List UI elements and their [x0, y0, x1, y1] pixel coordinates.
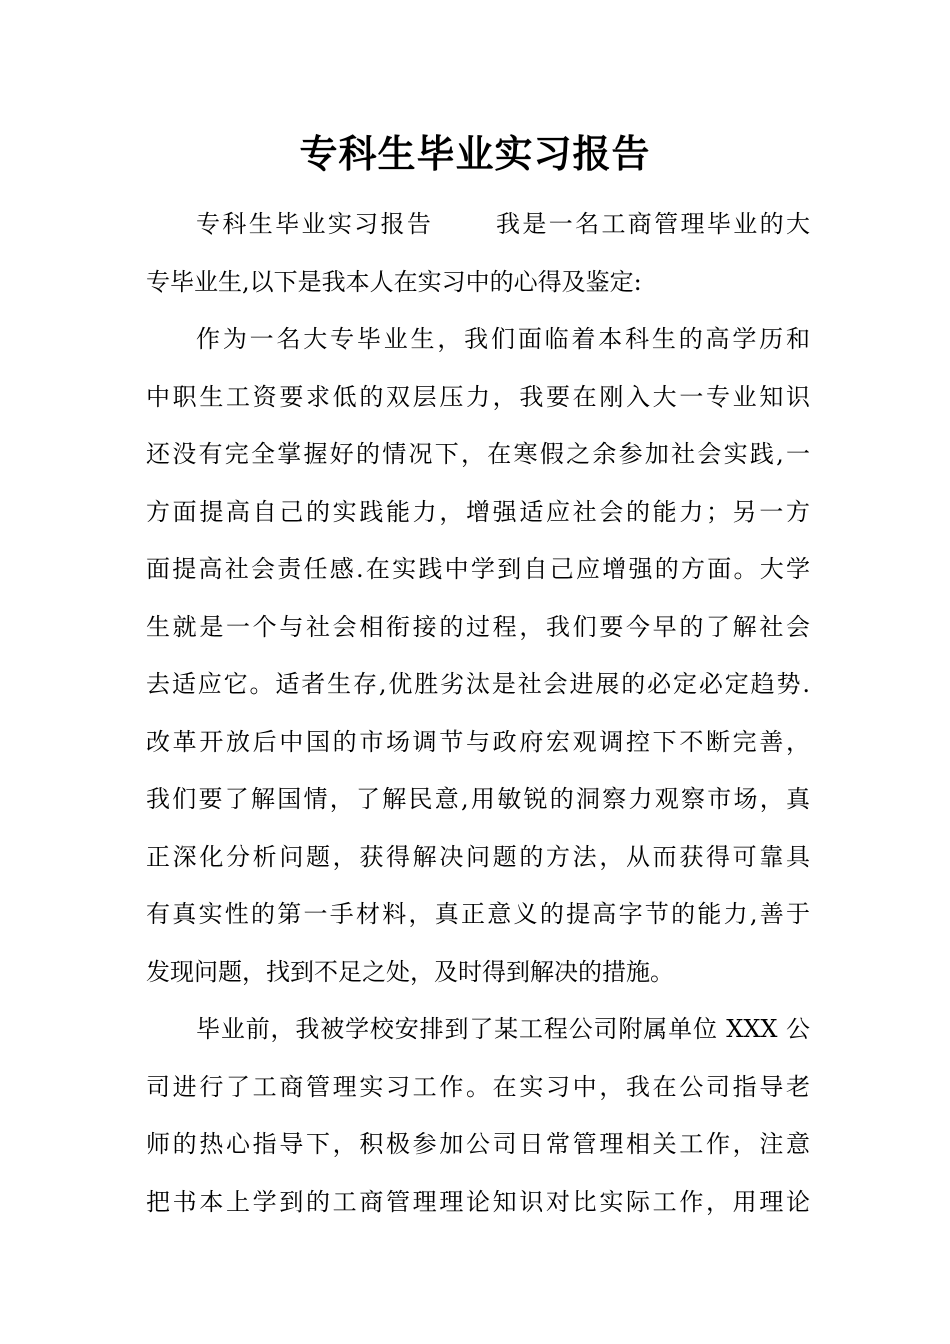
- paragraph-2-line-11: 有真实性的第一手材料，真正意义的提高字节的能力,善于: [146, 900, 810, 928]
- paragraph-1-line-2: 专毕业生,以下是我本人在实习中的心得及鉴定:: [146, 267, 642, 296]
- document-title: 专科生毕业实习报告: [299, 131, 651, 176]
- paragraph-2-line-4: 方面提高自己的实践能力，增强适应社会的能力；另一方: [146, 497, 810, 526]
- paragraph-2-line-6: 生就是一个与社会相衔接的过程，我们要今早的了解社会: [146, 612, 810, 641]
- paragraph-2-line-10: 正深化分析问题，获得解决问题的方法，从而获得可靠具: [146, 842, 810, 871]
- paragraph-3-line-3: 师的热心指导下，积极参加公司日常管理相关工作，注意: [146, 1130, 810, 1158]
- paragraph-2-line-7: 去适应它。适者生存,优胜劣汰是社会进展的必定必定趋势.: [146, 670, 810, 698]
- paragraph-2-line-9: 我们要了解国情，了解民意,用敏锐的洞察力观察市场，真: [146, 785, 810, 813]
- paragraph-2-line-3: 还没有完全掌握好的情况下，在寒假之余参加社会实践,一: [146, 440, 810, 468]
- paragraph-2-line-8: 改革开放后中国的市场调节与政府宏观调控下不断完善，: [146, 727, 810, 756]
- document-body: [146, 196, 810, 1231]
- paragraph-2-line-1: 作为一名大专毕业生，我们面临着本科生的高学历和: [196, 325, 810, 353]
- paragraph-3-line-4: 把书本上学到的工商管理理论知识对比实际工作，用理论: [146, 1187, 810, 1216]
- paragraph-1-line-1: 专科生毕业实习报告 我是一名工商管理毕业的大: [196, 210, 810, 238]
- paragraph-2-line-12: 发现问题，找到不足之处，及时得到解决的措施。: [146, 957, 674, 986]
- paragraph-3-line-1: 毕业前，我被学校安排到了某工程公司附属单位 XXX 公: [196, 1015, 810, 1043]
- paragraph-2-line-5: 面提高社会责任感.在实践中学到自己应增强的方面。大学: [146, 555, 810, 583]
- paragraph-3-line-2: 司进行了工商管理实习工作。在实习中，我在公司指导老: [146, 1072, 810, 1101]
- paragraph-2-line-2: 中职生工资要求低的双层压力，我要在刚入大一专业知识: [146, 382, 810, 411]
